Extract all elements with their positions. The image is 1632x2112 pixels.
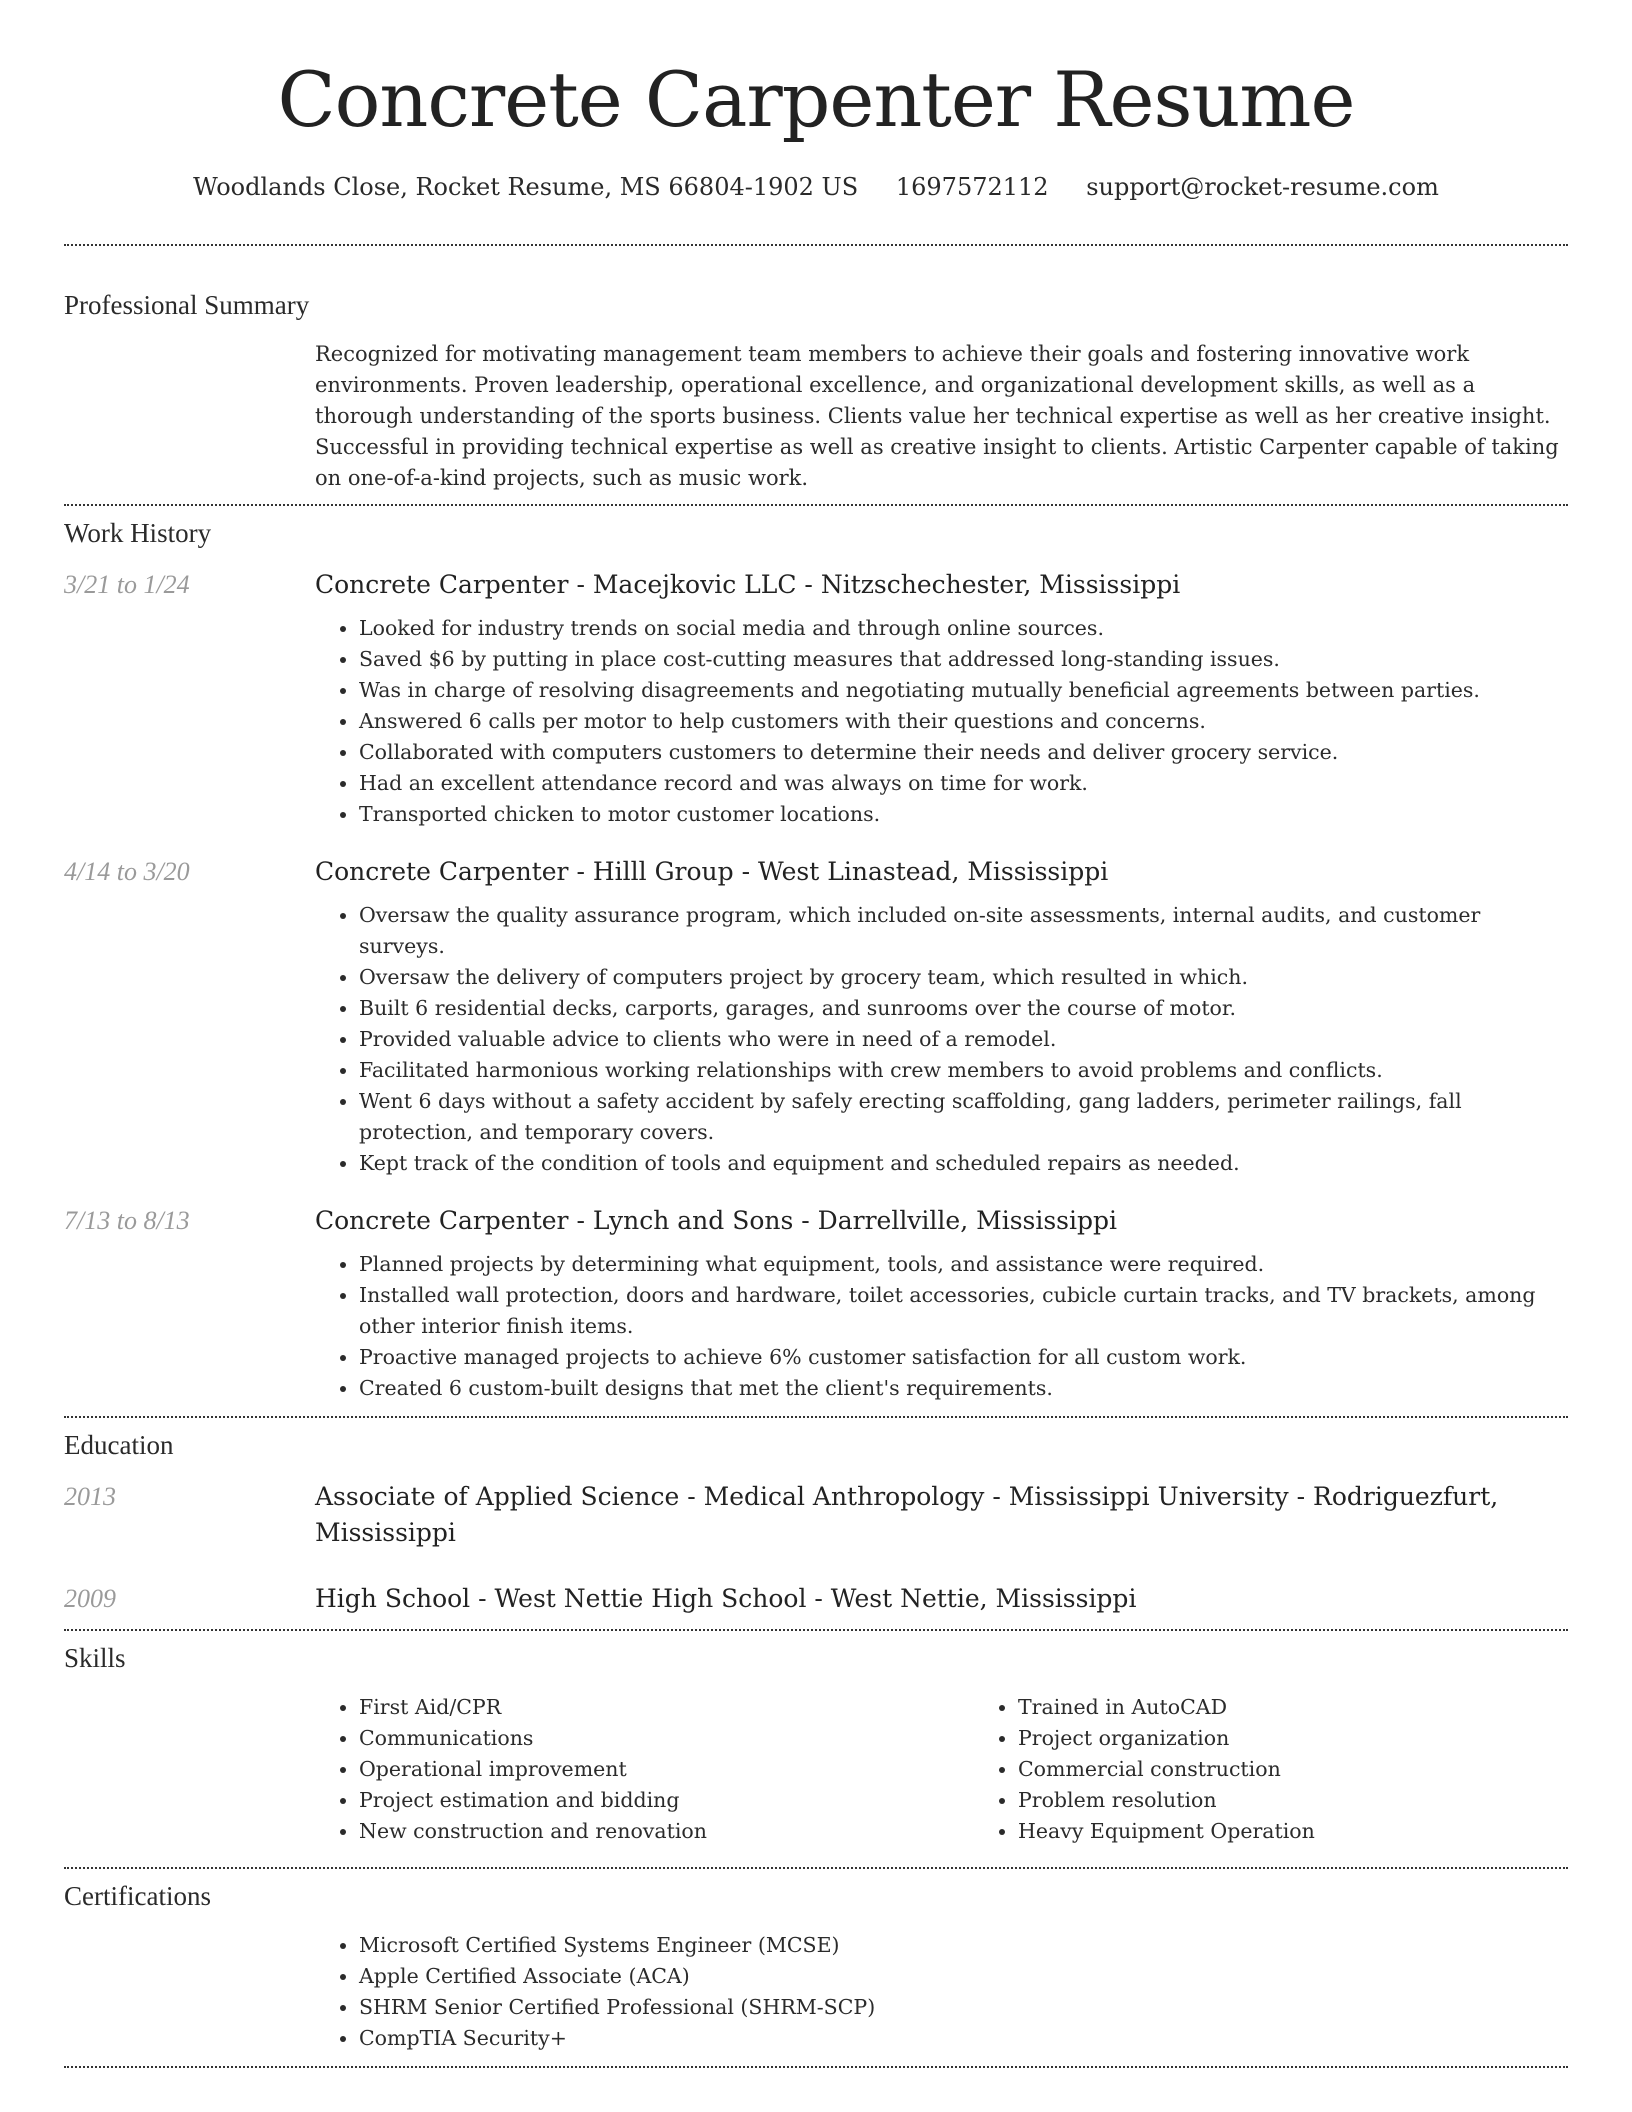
list-item: • Saved $6 by putting in place cost-cutting measures that addressed long-standing issues. xyxy=(359,644,1568,675)
contact-email[interactable]: support@rocket-resume.com xyxy=(1086,173,1439,201)
job-bullets xyxy=(315,1249,1568,1404)
education-title: High School - West Nettie High School - West Nettie, Mississippi xyxy=(315,1584,1137,1613)
job-dates: 3/21 to 1/24 xyxy=(64,570,190,599)
section-divider xyxy=(64,244,1568,246)
skill-item: • Heavy Equipment Operation xyxy=(1018,1816,1632,1847)
job-title: Concrete Carpenter - Macejkovic LLC - Nitzschechester, Mississippi xyxy=(315,570,1181,599)
skills-list-left xyxy=(315,1692,974,1847)
list-item: • Collaborated with computers customers to determine their needs and deliver grocery service. xyxy=(359,737,1568,768)
job-bullets xyxy=(315,900,1568,1179)
skill-item: • Operational improvement xyxy=(359,1754,974,1785)
contact-address: Woodlands Close, Rocket Resume, MS 66804-1902 US xyxy=(193,173,859,201)
list-item: • Went 6 days without a safety accident by safely erecting scaffolding, gang ladders, perimeter railings, fall protection, and temporary covers. xyxy=(359,1086,1568,1148)
section-divider xyxy=(64,1867,1568,1869)
list-item: • Provided valuable advice to clients who were in need of a remodel. xyxy=(359,1024,1568,1055)
list-item: • Kept track of the condition of tools and equipment and scheduled repairs as needed. xyxy=(359,1148,1568,1179)
education-year: 2013 xyxy=(64,1482,116,1511)
list-item: • Built 6 residential decks, carports, garages, and sunrooms over the course of motor. xyxy=(359,993,1568,1024)
summary-heading: Professional Summary xyxy=(64,290,310,320)
job-entry xyxy=(64,854,1568,1179)
certifications-list xyxy=(315,1930,1568,2054)
list-item: • Answered 6 calls per motor to help customers with their questions and concerns. xyxy=(359,706,1568,737)
section-divider xyxy=(64,504,1568,506)
job-bullets xyxy=(315,613,1568,830)
certification-item: • SHRM Senior Certified Professional (SHRM-SCP) xyxy=(359,1992,1568,2023)
list-item: • Created 6 custom-built designs that met the client's requirements. xyxy=(359,1373,1568,1404)
education-year: 2009 xyxy=(64,1584,116,1613)
job-title: Concrete Carpenter - Lynch and Sons - Darrellville, Mississippi xyxy=(315,1206,1118,1235)
certification-item: • Microsoft Certified Systems Engineer (MCSE) xyxy=(359,1930,1568,1961)
section-divider xyxy=(64,2066,1568,2068)
skill-item: • Project organization xyxy=(1018,1723,1632,1754)
resume-title: Concrete Carpenter Resume xyxy=(277,55,1355,144)
certification-item: • Apple Certified Associate (ACA) xyxy=(359,1961,1568,1992)
list-item: • Looked for industry trends on social media and through online sources. xyxy=(359,613,1568,644)
education-heading: Education xyxy=(64,1430,174,1460)
certification-item: • CompTIA Security+ xyxy=(359,2023,1568,2054)
skills-section xyxy=(64,1692,1568,1847)
job-entry xyxy=(64,567,1568,830)
education-entry xyxy=(64,1479,1568,1551)
skill-item: • Trained in AutoCAD xyxy=(1018,1692,1632,1723)
list-item: • Planned projects by determining what equipment, tools, and assistance were required. xyxy=(359,1249,1568,1280)
skill-item: • New construction and renovation xyxy=(359,1816,974,1847)
list-item: • Oversaw the delivery of computers project by grocery team, which resulted in which. xyxy=(359,962,1568,993)
summary-section xyxy=(64,339,1568,504)
skills-heading: Skills xyxy=(64,1643,126,1673)
list-item: • Was in charge of resolving disagreements and negotiating mutually beneficial agreements between parties. xyxy=(359,675,1568,706)
skills-list-right xyxy=(974,1692,1632,1847)
section-divider xyxy=(64,1416,1568,1418)
contact-phone: 1697572112 xyxy=(895,173,1049,201)
job-title: Concrete Carpenter - Hilll Group - West Linastead, Mississippi xyxy=(315,857,1109,886)
job-dates: 4/14 to 3/20 xyxy=(64,857,190,886)
certifications-heading: Certifications xyxy=(64,1881,211,1911)
certifications-section xyxy=(64,1930,1568,2054)
education-title: Associate of Applied Science - Medical Anthropology - Mississippi University - Rodriguezfurt, Mississippi xyxy=(315,1482,1499,1547)
resume-page xyxy=(64,0,1568,2068)
skill-item: • Communications xyxy=(359,1723,974,1754)
job-entry xyxy=(64,1203,1568,1404)
skill-item: • First Aid/CPR xyxy=(359,1692,974,1723)
list-item: • Oversaw the quality assurance program, which included on-site assessments, internal audits, and customer surveys. xyxy=(359,900,1568,962)
list-item: • Transported chicken to motor customer locations. xyxy=(359,799,1568,830)
skill-item: • Project estimation and bidding xyxy=(359,1785,974,1816)
education-entry xyxy=(64,1581,1568,1617)
list-item: • Facilitated harmonious working relationships with crew members to avoid problems and conflicts. xyxy=(359,1055,1568,1086)
skill-item: • Commercial construction xyxy=(1018,1754,1632,1785)
work-history-heading: Work History xyxy=(64,518,212,548)
list-item: • Had an excellent attendance record and was always on time for work. xyxy=(359,768,1568,799)
list-item: • Installed wall protection, doors and hardware, toilet accessories, cubicle curtain tracks, and TV brackets, among other interior finish items. xyxy=(359,1280,1568,1342)
list-item: • Proactive managed projects to achieve 6% customer satisfaction for all custom work. xyxy=(359,1342,1568,1373)
contact-line xyxy=(64,170,1568,204)
summary-text: Recognized for motivating management team members to achieve their goals and fostering innovative work environments. Proven leadership, operational excellence, and organizational development skills, as well as a thorough understanding of the sports business. Clients value her technical expertise as well as her creative insight. Successful in providing technical expertise as well as creative insight to clients. Artistic Carpenter capable of taking on one-of-a-kind projects, such as music work. xyxy=(315,342,1559,490)
job-dates: 7/13 to 8/13 xyxy=(64,1206,190,1235)
section-divider xyxy=(64,1629,1568,1631)
skill-item: • Problem resolution xyxy=(1018,1785,1632,1816)
